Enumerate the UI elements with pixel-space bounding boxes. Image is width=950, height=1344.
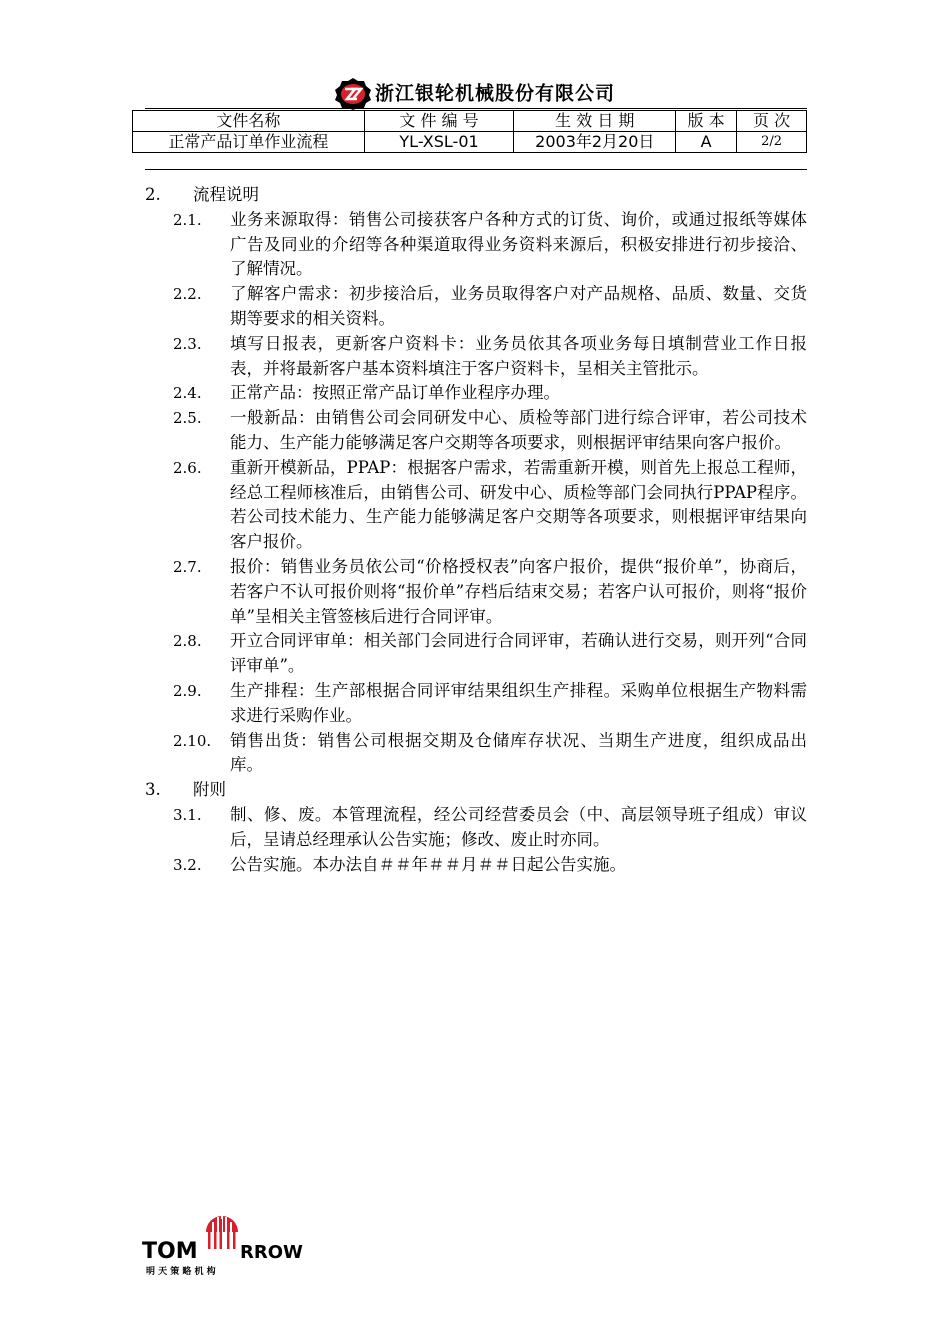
item-text: 开立合同评审单：相关部门会同进行合同评审，若确认进行交易，则开列“合同评审单”。 [230, 631, 807, 676]
item-number: 3.2. [173, 855, 202, 874]
item-number: 2.8. [173, 632, 202, 651]
item-text: 制、修、废。本管理流程，经公司经营委员会（中、高层领导班子组成）审议后，呈请总经理承认公告实施；修改、废止时亦同。 [230, 804, 807, 849]
item-text: 填写日报表，更新客户资料卡：业务员依其各项业务每日填制营业工作日报表，并将最新客户基本资料填注于客户资料卡，呈相关主管批示。 [230, 333, 807, 378]
company-header [0, 78, 950, 110]
item-number: 2.9. [173, 681, 202, 700]
list-item [145, 555, 807, 629]
item-text: 生产排程：生产部根据合同评审结果组织生产排程。采购单位根据生产物料需求进行采购作业。 [230, 680, 807, 725]
list-item [145, 208, 807, 282]
page-value: 2/2 [737, 132, 807, 153]
item-number: 3.1. [173, 805, 202, 824]
section-title: 附则 [193, 780, 226, 800]
brand-chinese-text: 明 天 策 略 机 构 [146, 1267, 216, 1277]
item-number: 2.1. [173, 210, 202, 229]
list-item [145, 803, 807, 853]
item-text: 重新开模新品，PPAP：根据客户需求，若需重新开模，则首先上报总工程师，经总工程师核准后，由销售公司、研发中心、质检等部门会同执行PPAP程序。若公司技术能力、生产能力能够满足客户交期等各项要求，则根据评审结果向客户报价。 [230, 457, 807, 552]
header-divider [145, 169, 807, 170]
document-info-table [132, 110, 807, 153]
list-item [145, 332, 807, 382]
list-item [145, 456, 807, 555]
col-page: 页 次 [737, 111, 807, 132]
item-number: 2.3. [173, 334, 202, 353]
section-heading [145, 778, 807, 803]
file-name-value: 正常产品订单作业流程 [133, 132, 365, 153]
tomorrow-logo-icon [140, 1208, 305, 1280]
section-title: 流程说明 [193, 185, 259, 204]
section-number: 2. [145, 185, 161, 204]
col-file-name: 文件名称 [133, 111, 365, 132]
item-number: 2.4. [173, 384, 202, 403]
item-number: 2.2. [173, 285, 202, 304]
tomorrow-brand-logo [140, 1208, 305, 1280]
section-number: 3. [145, 780, 161, 800]
section-heading [145, 183, 807, 208]
info-header-row [133, 111, 807, 132]
company-logo-icon [335, 78, 371, 110]
file-number-value: YL-XSL-01 [364, 132, 514, 153]
info-value-row [133, 132, 807, 153]
list-item [145, 729, 807, 779]
item-number: 2.10. [173, 731, 212, 750]
list-item [145, 381, 807, 406]
company-name: 浙江银轮机械股份有限公司 [374, 82, 615, 105]
item-text: 正常产品：按照正常产品订单作业程序办理。 [230, 383, 560, 403]
brand-left-text: TOM [142, 1239, 198, 1264]
item-text: 业务来源取得：销售公司接获客户各种方式的订货、询价，或通过报纸等媒体广告及同业的介绍等各种渠道取得业务资料来源后，积极安排进行初步接洽、了解情况。 [230, 209, 807, 279]
list-item [145, 853, 807, 878]
item-text: 了解客户需求：初步接洽后，业务员取得客户对产品规格、品质、数量、交货期等要求的相关资料。 [230, 284, 807, 328]
header-top-rule [145, 108, 807, 109]
version-value: A [676, 132, 737, 153]
item-text: 公告实施。本办法自＃＃年＃＃月＃＃日起公告实施。 [230, 854, 626, 874]
col-effective-date: 生 效 日 期 [514, 111, 676, 132]
list-item [145, 629, 807, 679]
item-text: 销售出货：销售公司根据交期及仓储库存状况、当期生产进度，组织成品出库。 [230, 730, 807, 775]
effective-date-value: 2003年2月20日 [514, 132, 676, 153]
item-number: 2.5. [173, 409, 202, 428]
item-number: 2.6. [173, 458, 202, 477]
document-body [145, 183, 807, 877]
list-item [145, 679, 807, 729]
item-text: 报价：销售业务员依公司“价格授权表”向客户报价，提供“报价单”，协商后，若客户不认可报价则将“报价单”存档后结束交易；若客户认可报价，则将“报价单”呈相关主管签核后进行合同评审。 [230, 556, 807, 626]
brand-right-text: RROW [240, 1242, 303, 1263]
item-number: 2.7. [173, 557, 202, 576]
col-file-number: 文 件 编 号 [364, 111, 514, 132]
list-item [145, 406, 807, 456]
list-item [145, 282, 807, 332]
col-version: 版 本 [676, 111, 737, 132]
item-text: 一般新品：由销售公司会同研发中心、质检等部门进行综合评审，若公司技术能力、生产能力能够满足客户交期等各项要求，则根据评审结果向客户报价。 [230, 408, 807, 452]
